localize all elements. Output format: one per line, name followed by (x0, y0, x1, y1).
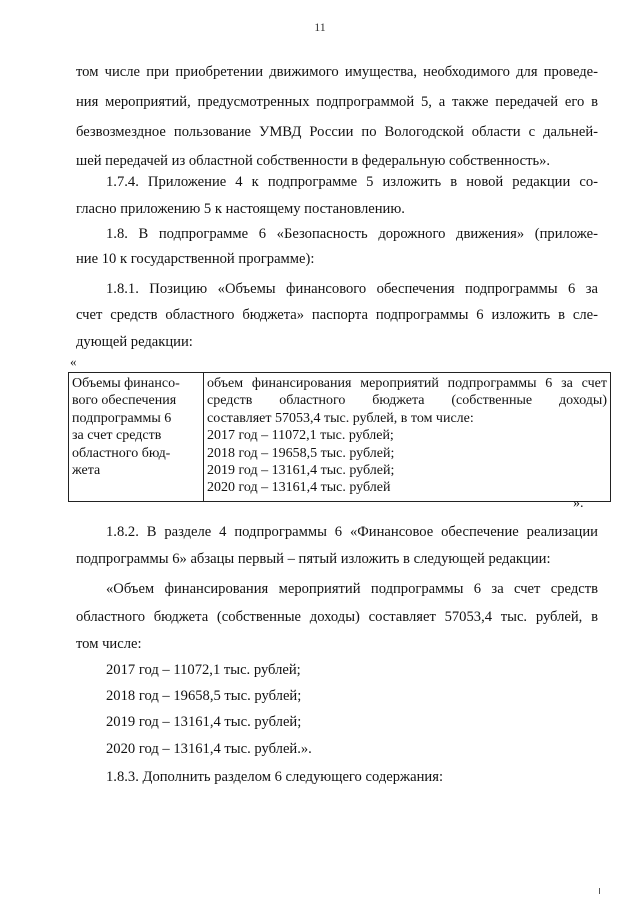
year-line: 2017 год – 11072,1 тыс. рублей; (106, 662, 301, 678)
cell-line: за счет средств (72, 428, 162, 444)
cell-line: составляет 57053,4 тыс. рублей, в том числе: (207, 410, 474, 426)
cell-line: областного бюд- (72, 445, 171, 461)
year-line: 2019 год – 13161,4 тыс. рублей; (106, 714, 302, 730)
cell-line: жета (72, 463, 101, 479)
table-cell-label (69, 373, 204, 502)
cell-line: 2018 год – 19658,5 тыс. рублей; (207, 445, 395, 461)
text-line: «Объем финансирования мероприятий подпрограммы 6 за счет средств (106, 581, 598, 597)
text-line: безвозмездное пользование УМВД России по Вологодской области с дальней- (76, 124, 598, 140)
table-quote-close: ». (573, 496, 584, 511)
text-line: 1.7.4. Приложение 4 к подпрограмме 5 изложить в новой редакции со- (106, 174, 598, 190)
year-line: 2020 год – 13161,4 тыс. рублей.». (106, 741, 312, 757)
cell-line: средств областного бюджета (собственные доходы) (207, 393, 607, 409)
text-line: шей передачей из областной собственности в федеральную собственность». (76, 153, 551, 169)
text-line: 1.8.2. В разделе 4 подпрограммы 6 «Финансовое обеспечение реализации (106, 524, 598, 540)
table-row (69, 373, 611, 502)
cell-line: 2019 год – 13161,4 тыс. рублей; (207, 463, 395, 479)
text-line: гласно приложению 5 к настоящему постановлению. (76, 201, 405, 217)
cell-line: подпрограммы 6 (72, 410, 172, 426)
text-line: 1.8. В подпрограмме 6 «Безопасность дорожного движения» (приложе- (106, 226, 598, 242)
text-line: том числе при приобретении движимого имущества, необходимого для проведе- (76, 64, 598, 80)
item-1-8-3: 1.8.3. Дополнить разделом 6 следующего содержания: (106, 769, 443, 785)
text-line: областного бюджета (собственные доходы) составляет 57053,4 тыс. рублей, в (76, 609, 598, 625)
cell-line: 2017 год – 11072,1 тыс. рублей; (207, 428, 394, 444)
text-line: подпрограммы 6» абзацы первый – пятый изложить в следующей редакции: (76, 551, 551, 567)
table-quote-open: « (70, 354, 77, 369)
funding-table (68, 372, 611, 502)
scan-mark (599, 888, 600, 894)
page-number: 11 (314, 20, 326, 34)
cell-line: Объемы финансо- (72, 376, 180, 391)
cell-line: объем финансирования мероприятий подпрограммы 6 за счет (207, 376, 607, 391)
text-line: дующей редакции: (76, 334, 193, 350)
text-line: счет средств областного бюджета» паспорта подпрограммы 6 изложить в сле- (76, 307, 598, 323)
text-line: ние 10 к государственной программе): (76, 251, 315, 267)
year-line: 2018 год – 19658,5 тыс. рублей; (106, 688, 302, 704)
cell-line: 2020 год – 13161,4 тыс. рублей (207, 480, 391, 496)
text-line: 1.8.1. Позицию «Объемы финансового обеспечения подпрограммы 6 за (106, 281, 598, 297)
text-line: том числе: (76, 636, 142, 652)
cell-line: вого обеспечения (72, 393, 177, 409)
text-line: ния мероприятий, предусмотренных подпрограммой 5, а также передачей его в (76, 94, 598, 110)
table-cell-value (204, 373, 611, 502)
